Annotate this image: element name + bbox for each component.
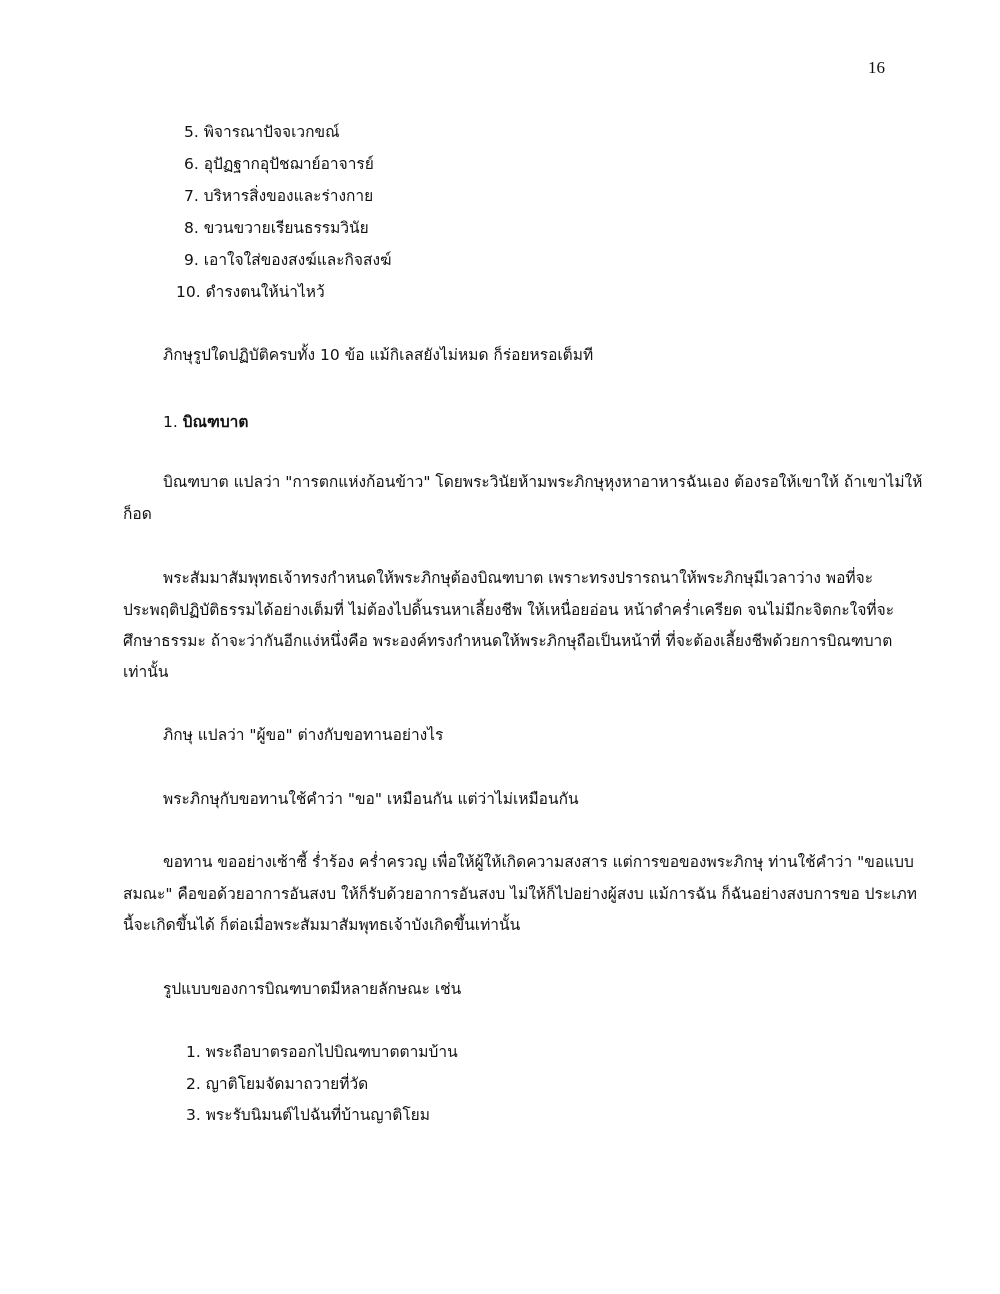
paragraph-line: นี้จะเกิดขึ้นได้ ก็ต่อเมื่อพระสัมมาสัมพุทธเจ้าบังเกิดขึ้นเท่านั้น [123,916,521,934]
section-heading [163,409,248,434]
list-item: 5. พิจารณาปัจจเวกขณ์ [184,123,340,141]
paragraph-line: ขอทาน ขออย่างเซ้าซี้ ร่ำร้อง คร่ำครวญ เพื่อให้ผู้ให้เกิดความสงสาร แต่การขอของพระภิกษุ ท่านใช้คำว่า "ขอแบบ [163,853,914,871]
paragraph-line: ศึกษาธรรมะ ถ้าจะว่ากันอีกแง่หนึ่งคือ พระองค์ทรงกำหนดให้พระภิกษุถือเป็นหน้าที่ ที่จะต้องเลี้ยงชีพด้วยการบิณฑบาต [123,632,893,650]
paragraph-line: รูปแบบของการบิณฑบาตมีหลายลักษณะ เช่น [163,980,462,998]
summary-paragraph: ภิกษุรูปใดปฏิบัติครบทั้ง 10 ข้อ แม้กิเลสยังไม่หมด ก็ร่อยหรอเต็มที [163,346,594,364]
paragraph-line: สมณะ" คือขอด้วยอาการอันสงบ ให้ก็รับด้วยอาการอันสงบ ไม่ให้ก็ไปอย่างผู้สงบ แม้การฉัน ก็ฉันอย่างสงบการขอ ประเภท [123,885,917,903]
list-item: 8. ขวนขวายเรียนธรรมวินัย [184,219,369,237]
paragraph-line: เท่านั้น [123,663,169,681]
list-item: 6. อุปัฏฐากอุปัชฌาย์อาจารย์ [184,155,374,173]
paragraph-line: ภิกษุ แปลว่า "ผู้ขอ" ต่างกับขอทานอย่างไร [163,726,444,744]
section-number: 1. [163,413,178,431]
list-item: 3. พระรับนิมนต์ไปฉันที่บ้านญาติโยม [186,1106,430,1124]
paragraph-line: ประพฤติปฏิบัติธรรมได้อย่างเต็มที่ ไม่ต้องไปดิ้นรนหาเลี้ยงชีพ ให้เหนื่อยอ่อน หน้าดำคร่ำเครียด จนไม่มีกะจิตกะใจที่จะ [123,601,895,619]
list-item: 2. ญาติโยมจัดมาถวายที่วัด [186,1075,369,1093]
page-number: 16 [868,58,885,77]
paragraph-line: บิณฑบาต แปลว่า "การตกแห่งก้อนข้าว" โดยพระวินัยห้ามพระภิกษุหุงหาอาหารฉันเอง ต้องรอให้เขาให้ ถ้าเขาไม่ให้ [163,473,923,491]
list-item: 10. ดำรงตนให้น่าไหว้ [176,283,325,301]
paragraph-line: พระภิกษุกับขอทานใช้คำว่า "ขอ" เหมือนกัน แต่ว่าไม่เหมือนกัน [163,790,579,808]
list-item: 7. บริหารสิ่งของและร่างกาย [184,187,374,205]
paragraph-line: พระสัมมาสัมพุทธเจ้าทรงกำหนดให้พระภิกษุต้องบิณฑบาต เพราะทรงปรารถนาให้พระภิกษุมีเวลาว่าง พอที่จะ [163,569,874,587]
section-title: บิณฑบาต [182,413,249,431]
list-item: 9. เอาใจใส่ของสงฆ์และกิจสงฆ์ [184,251,392,269]
list-item: 1. พระถือบาตรออกไปบิณฑบาตตามบ้าน [186,1043,458,1061]
paragraph-line: ก็อด [123,505,152,523]
